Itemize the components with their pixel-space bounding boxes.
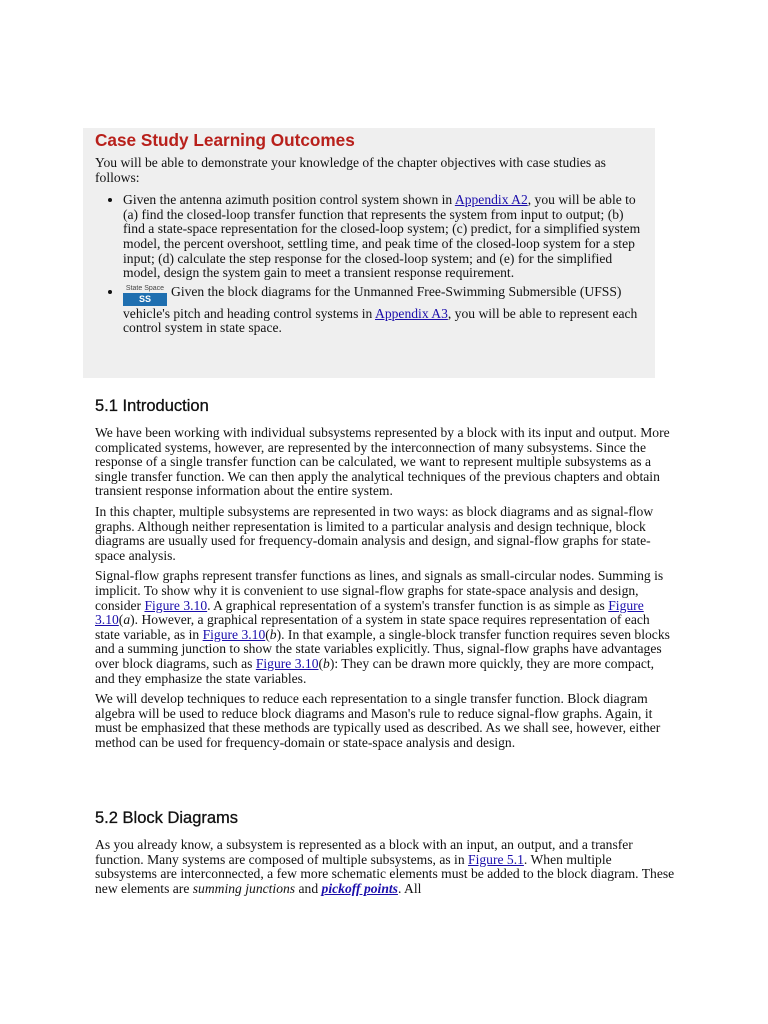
paragraph-text: As you already know, a subsystem is represented as a block with an input, an output, and a transfer function. Many systems are composed of multiple subsystems, as in	[95, 837, 633, 867]
italic-text: b	[269, 626, 277, 642]
introduction-paragraph-3	[95, 569, 675, 686]
paragraph-text: . All	[397, 880, 422, 896]
state-space-icon-label: SS	[123, 293, 167, 306]
introduction-paragraph-2: In this chapter, multiple subsystems are represented in two ways: as block diagrams and as signal-flow graphs. Although neither representation is limited to a particular analysis and design technique, block diagrams are usually used for frequency-domain analysis and design, and signal-flow graphs for state-space analysis.	[95, 503, 654, 563]
outcome-text: , you will be able to represent each control system in state space.	[123, 305, 638, 336]
figure-3-10-link[interactable]: Figure 3.10	[95, 597, 644, 628]
block-diagrams-section	[95, 808, 675, 902]
figure-3-10-link[interactable]: Figure 3.10	[255, 655, 319, 671]
paragraph-text: ). However, a graphical representation of a system in state space requires representation of each state variable, as in	[95, 612, 650, 642]
outcome-item-antenna	[123, 193, 647, 281]
appendix-a2-link[interactable]: Appendix A2	[454, 192, 528, 208]
block-diagrams-heading: 5.2 Block Diagrams	[95, 809, 239, 827]
italic-text: b	[323, 655, 330, 671]
paragraph-text: (	[118, 612, 124, 628]
case-study-intro: You will be able to demonstrate your knowledge of the chapter objectives with case studies as follows:	[95, 155, 606, 185]
paragraph-text: and	[295, 880, 322, 896]
figure-3-10-link[interactable]: Figure 3.10	[144, 597, 208, 613]
case-study-box	[83, 128, 655, 378]
appendix-a3-link[interactable]: Appendix A3	[375, 305, 448, 321]
paragraph-text: Signal-flow graphs represent transfer functions as lines, and signals as small-circular nodes. Summing is implicit. To show why it is convenient to use signal-flow graphs for state-space analysis and design, consider	[95, 568, 664, 613]
paragraph-text: ). In that example, a single-block transfer function requires seven blocks and a summing junction to show the state variables explicitly. Thus, signal-flow graphs have advantages over block diagrams, such as	[95, 626, 670, 671]
italic-text: summing junctions	[192, 880, 296, 896]
figure-5-1-link[interactable]: Figure 5.1	[468, 851, 524, 867]
outcomes-list	[95, 193, 647, 336]
outcome-item-ufss	[123, 285, 647, 336]
outcome-text: , you will be able to (a) find the closed-loop transfer function that represents the system from input to output; (b) find a state-space representation for the closed-loop system; (c) predict, for a simplified system model, the percent overshoot, settling time, and peak time of the closed-loop system for a step input; (d) calculate the step response for the closed-loop system; and (e) for the simplified model, design the system gain to meet a transient response requirement.	[123, 192, 641, 281]
introduction-paragraph-1: We have been working with individual subsystems represented by a block with its input and output. More complicated systems, however, are represented by the interconnection of many subsystems. Since the response of a single transfer function can be calculated, we want to represent multiple subsystems as a single transfer function. We can then apply the analytical techniques of the previous chapters and obtain transient response information about the entire system.	[95, 425, 670, 499]
introduction-heading: 5.1 Introduction	[95, 397, 209, 415]
paragraph-text: (	[318, 655, 324, 671]
italic-text: a	[123, 612, 131, 628]
outcome-text: Given the block diagrams for the Unmanned Free-Swimming Submersible (UFSS) vehicle's pitch and heading control systems in	[123, 283, 622, 321]
pickoff-points-link[interactable]: pickoff points	[321, 880, 398, 896]
state-space-icon-caption: • State Space	[125, 284, 165, 292]
paragraph-text: . A graphical representation of a system's transfer function is as simple as	[207, 597, 609, 613]
state-space-icon	[123, 285, 167, 307]
paragraph-text: . When multiple subsystems are interconnected, a few more schematic elements must be added to the block diagram. These new elements are	[95, 851, 675, 896]
outcome-text: Given the antenna azimuth position control system shown in	[123, 192, 455, 208]
introduction-paragraph-4: We will develop techniques to reduce each representation to a single transfer function. Block diagram algebra will be used to reduce block diagrams and Mason's rule to reduce signal-flow graphs. Again, it must be emphasized that these methods are typically used as described. As we shall see, however, either method can be used for frequency-domain or state-space analysis and design.	[95, 691, 661, 750]
block-diagrams-paragraph	[95, 838, 675, 896]
introduction-section	[95, 396, 675, 756]
paragraph-text: (	[265, 626, 270, 642]
figure-3-10-link[interactable]: Figure 3.10	[202, 626, 266, 642]
case-study-heading: Case Study Learning Outcomes	[95, 130, 355, 150]
paragraph-text: ): They can be drawn more quickly, they are more compact, and they emphasize the state variables.	[95, 655, 655, 686]
